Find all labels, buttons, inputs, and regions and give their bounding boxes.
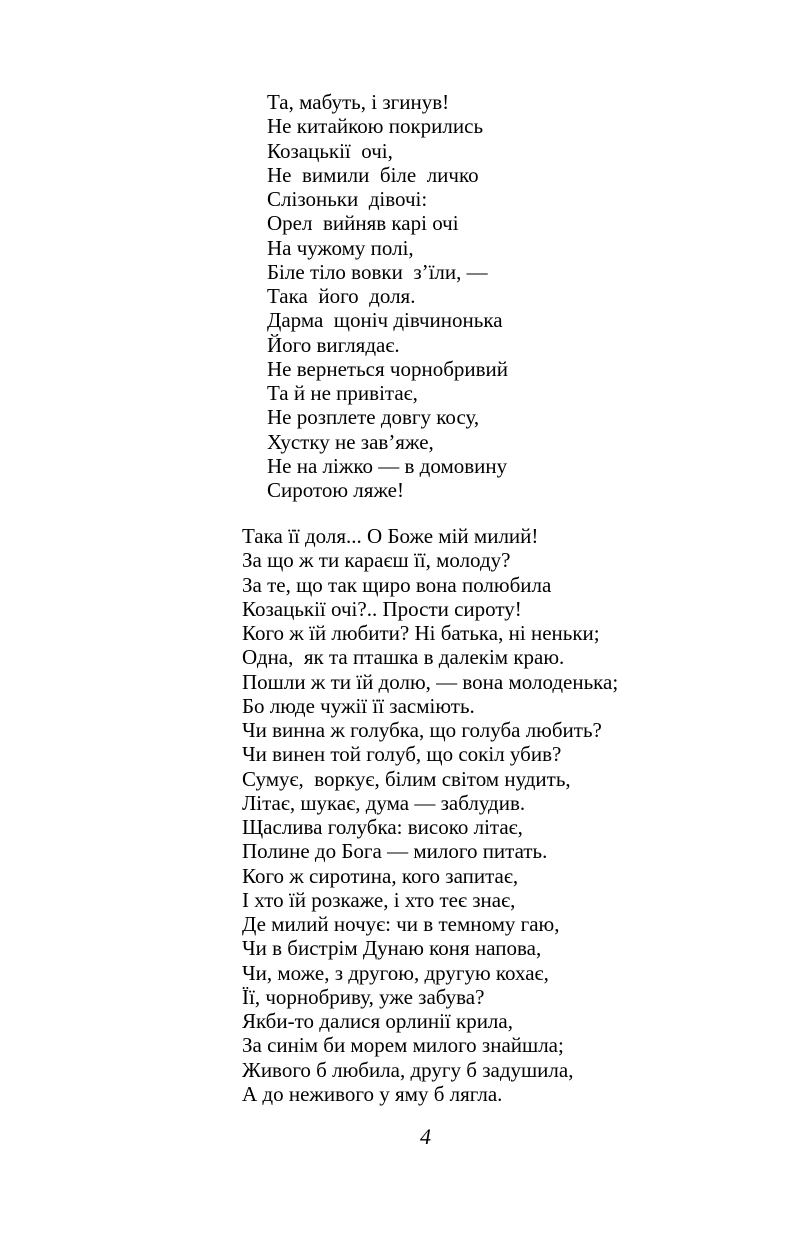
poem-line: Кого ж їй любити? Ні батька, ні неньки; (242, 621, 600, 645)
poem-line: Літає, шукає, дума — заблудив. (242, 790, 526, 815)
poem-line: Не вернеться чорнобривий (267, 356, 509, 381)
poem-stanza-2 (242, 524, 618, 1106)
poem-line: Не китайкою покрились (267, 114, 484, 139)
poem-line: Її, чорнобриву, уже забува? (242, 984, 485, 1009)
poem-line: Хустку не зав’яже, (267, 429, 434, 454)
poem-line: Живого б любила, другу б задушила, (242, 1057, 574, 1082)
poem-line: Козацькії очі, (267, 138, 393, 163)
poem-line: Така її доля... О Боже мій милий! (242, 524, 539, 548)
poem-line: Слізоньки дівочі: (267, 187, 428, 211)
poem-line: Одна, як та пташка в далекім краю. (242, 645, 565, 670)
poem-line: Пошли ж ти їй долю, — вона молоденька; (242, 669, 619, 694)
poem-line: Чи в бистрім Дунаю коня напова, (242, 936, 542, 961)
poem-line: Полине до Бога — милого питать. (242, 839, 548, 864)
page-number: 4 (420, 1124, 431, 1149)
poem-line: Дарма щоніч дівчинонька (267, 308, 503, 333)
poem-line: Де милий ночує: чи в темному гаю, (242, 912, 560, 936)
poem-line: А до неживого у яму б лягла. (242, 1081, 503, 1106)
poem-line: На чужому полі, (267, 235, 414, 260)
poem-line: Сиротою ляже! (267, 478, 404, 502)
poem-line: Чи винен той голуб, що сокіл убив? (242, 742, 562, 767)
poem-stanza-1 (267, 90, 508, 502)
poem-line: Чи, може, з другою, другую кохає, (242, 960, 549, 985)
poem-line: Така його доля. (267, 284, 416, 308)
poem-line: Кого ж сиротина, кого запитає, (242, 863, 519, 888)
poem-line: Біле тіло вовки з’їли, — (267, 259, 488, 284)
poem-line: Якби-то далися орлинії крила, (242, 1009, 513, 1033)
poem-line: За що ж ти караєш її, молоду? (242, 548, 511, 573)
poem-line: Сумує, воркує, білим світом нудить, (242, 766, 571, 791)
poem-line: Не вимили біле личко (267, 162, 479, 187)
poem-line: Орел вийняв карі очі (267, 211, 459, 236)
poem-line: І хто їй розкаже, і хто теє знає, (242, 887, 516, 912)
poem-line: Та й не привітає, (267, 381, 418, 405)
poem-line: Чи винна ж голубка, що голуба любить? (242, 718, 602, 742)
poem-line: За те, що так щиро вона полюбила (242, 572, 552, 597)
poem-line: Та, мабуть, і згинув! (267, 90, 450, 114)
poem-line: Не розплете довгу косу, (267, 405, 480, 430)
poem-line: Не на ліжко — в домовину (267, 453, 508, 478)
poem-line: Щаслива голубка: високо літає, (242, 815, 523, 839)
poem-line: Його виглядає. (267, 332, 400, 357)
poem-line: Козацькії очі?.. Прости сироту! (242, 596, 522, 621)
poem-line: За синім би морем милого знайшла; (242, 1033, 564, 1058)
poem-line: Бо люде чужії її засміють. (242, 693, 475, 718)
